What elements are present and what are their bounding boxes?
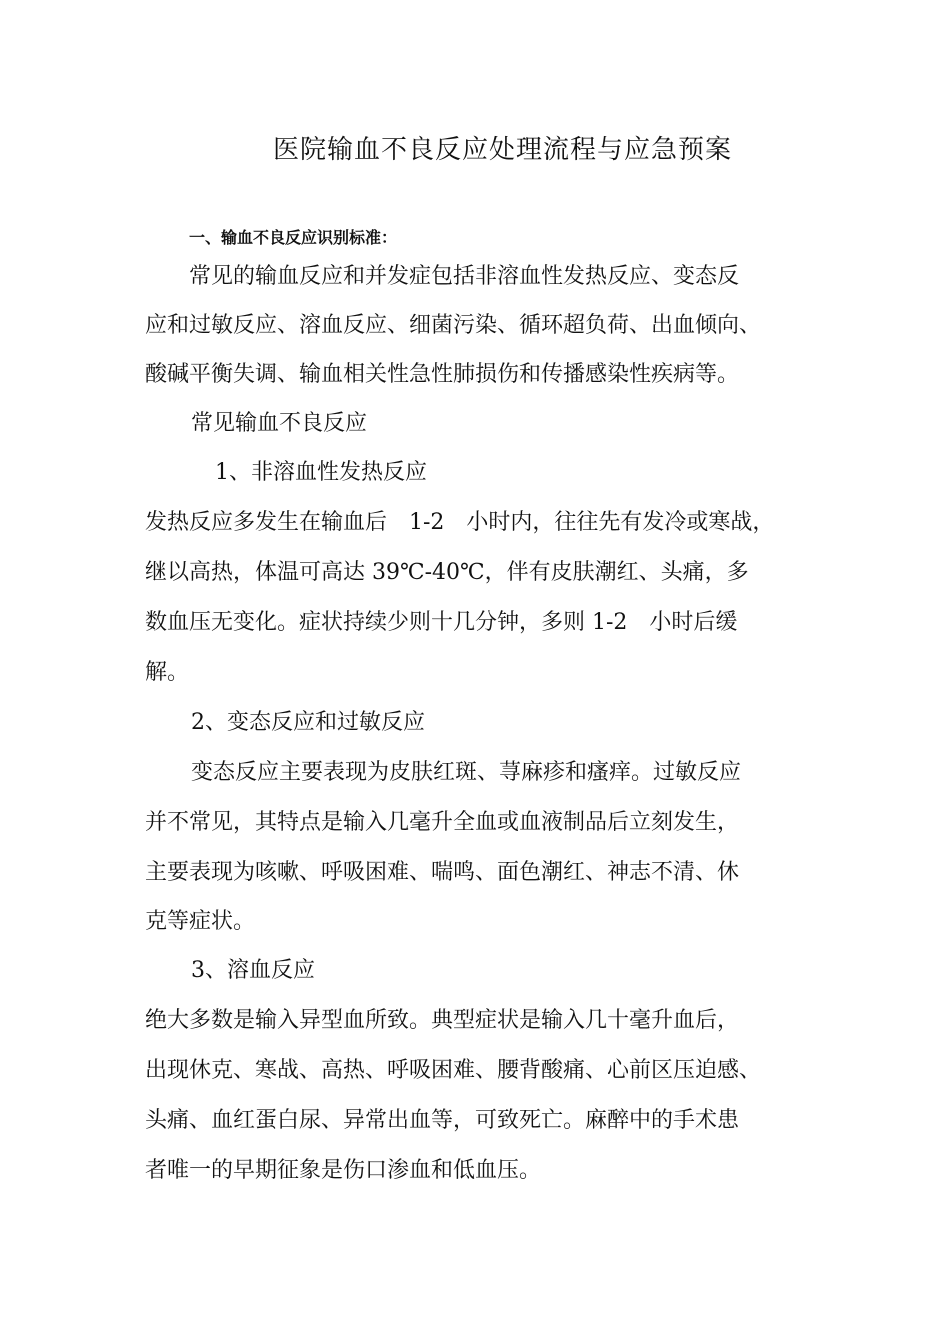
paragraph-line: 主要表现为咳嗽、呼吸困难、喘鸣、面色潮红、神志不清、休 <box>145 860 740 885</box>
paragraph-line: 继以高热，体温可高达 39℃-40℃，伴有皮肤潮红、头痛，多 <box>145 560 749 585</box>
paragraph-line: 绝大多数是输入异型血所致。典型症状是输入几十毫升血后， <box>145 1008 740 1033</box>
paragraph-line: 应和过敏反应、溶血反应、细菌污染、循环超负荷、出血倾向、 <box>145 313 762 338</box>
paragraph-line: 酸碱平衡失调、输血相关性急性肺损伤和传播感染性疾病等。 <box>145 362 740 387</box>
section-heading: 一、输血不良反应识别标准： <box>189 228 398 247</box>
paragraph-line: 解。 <box>145 660 190 685</box>
paragraph-line: 数血压无变化。症状持续少则十几分钟，多则 1-2 小时后缓 <box>145 610 738 635</box>
paragraph-line: 发热反应多发生在输血后 1-2 小时内，往往先有发冷或寒战， <box>145 510 775 535</box>
paragraph-line: 头痛、血红蛋白尿、异常出血等，可致死亡。麻醉中的手术患 <box>145 1108 740 1133</box>
paragraph-line: 克等症状。 <box>145 909 256 934</box>
paragraph-line: 变态反应主要表现为皮肤红斑、荨麻疹和瘙痒。过敏反应 <box>191 760 742 785</box>
subheading: 常见输血不良反应 <box>191 411 368 436</box>
paragraph-line: 并不常见，其特点是输入几毫升全血或血液制品后立刻发生， <box>145 810 740 835</box>
subheading: 3、溶血反应 <box>191 958 315 983</box>
subheading: 2、变态反应和过敏反应 <box>191 710 425 735</box>
subheading: 1、非溶血性发热反应 <box>215 460 427 485</box>
paragraph-line: 出现休克、寒战、高热、呼吸困难、腰背酸痛、心前区压迫感、 <box>145 1058 762 1083</box>
paragraph-line: 者唯一的早期征象是伤口渗血和低血压。 <box>145 1158 542 1183</box>
paragraph-line: 常见的输血反应和并发症包括非溶血性发热反应、变态反 <box>189 264 740 289</box>
document-title: 医院输血不良反应处理流程与应急预案 <box>272 135 732 165</box>
